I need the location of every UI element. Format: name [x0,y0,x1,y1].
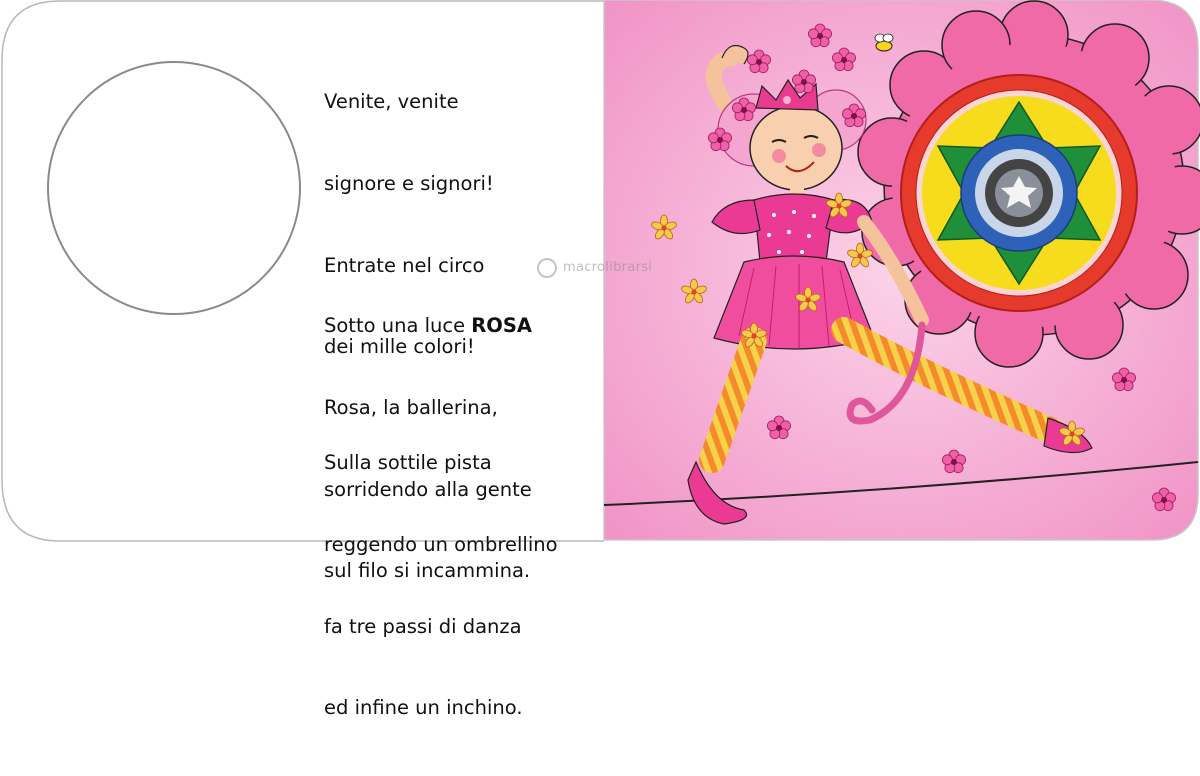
verse-line: sul filo si incammina. [324,559,531,583]
verse-text: Sotto una luce [324,314,472,338]
verse-line: Entrate nel circo [324,253,485,277]
color-wheel [901,75,1137,311]
right-page-illustration [604,0,1200,542]
verse-line: Venite, venite [324,90,459,114]
verse-stanza-3 [324,395,558,776]
color-word: ROSA [471,314,533,338]
verse-line: Sulla sottile pista [324,451,492,475]
verse-line: Rosa, la ballerina, [324,396,498,420]
verse-line: dei mille colori! [324,335,475,359]
verse-line: signore e signori! [324,172,494,196]
verse-line: sorridendo alla gente [324,477,532,501]
die-cut-hole [47,61,301,315]
verse-line: ed infine un inchino. [324,696,523,720]
watermark-logo-icon [537,258,557,278]
watermark-text: macrolibrarsi [563,260,653,275]
verse-line-with-color [324,312,532,339]
ballerina-illustration [604,0,1200,542]
bee-icon [875,34,893,51]
watermark [537,256,657,282]
verse-line: fa tre passi di danza [324,614,522,638]
verse-line: reggendo un ombrellino [324,533,558,557]
left-page [0,0,604,720]
